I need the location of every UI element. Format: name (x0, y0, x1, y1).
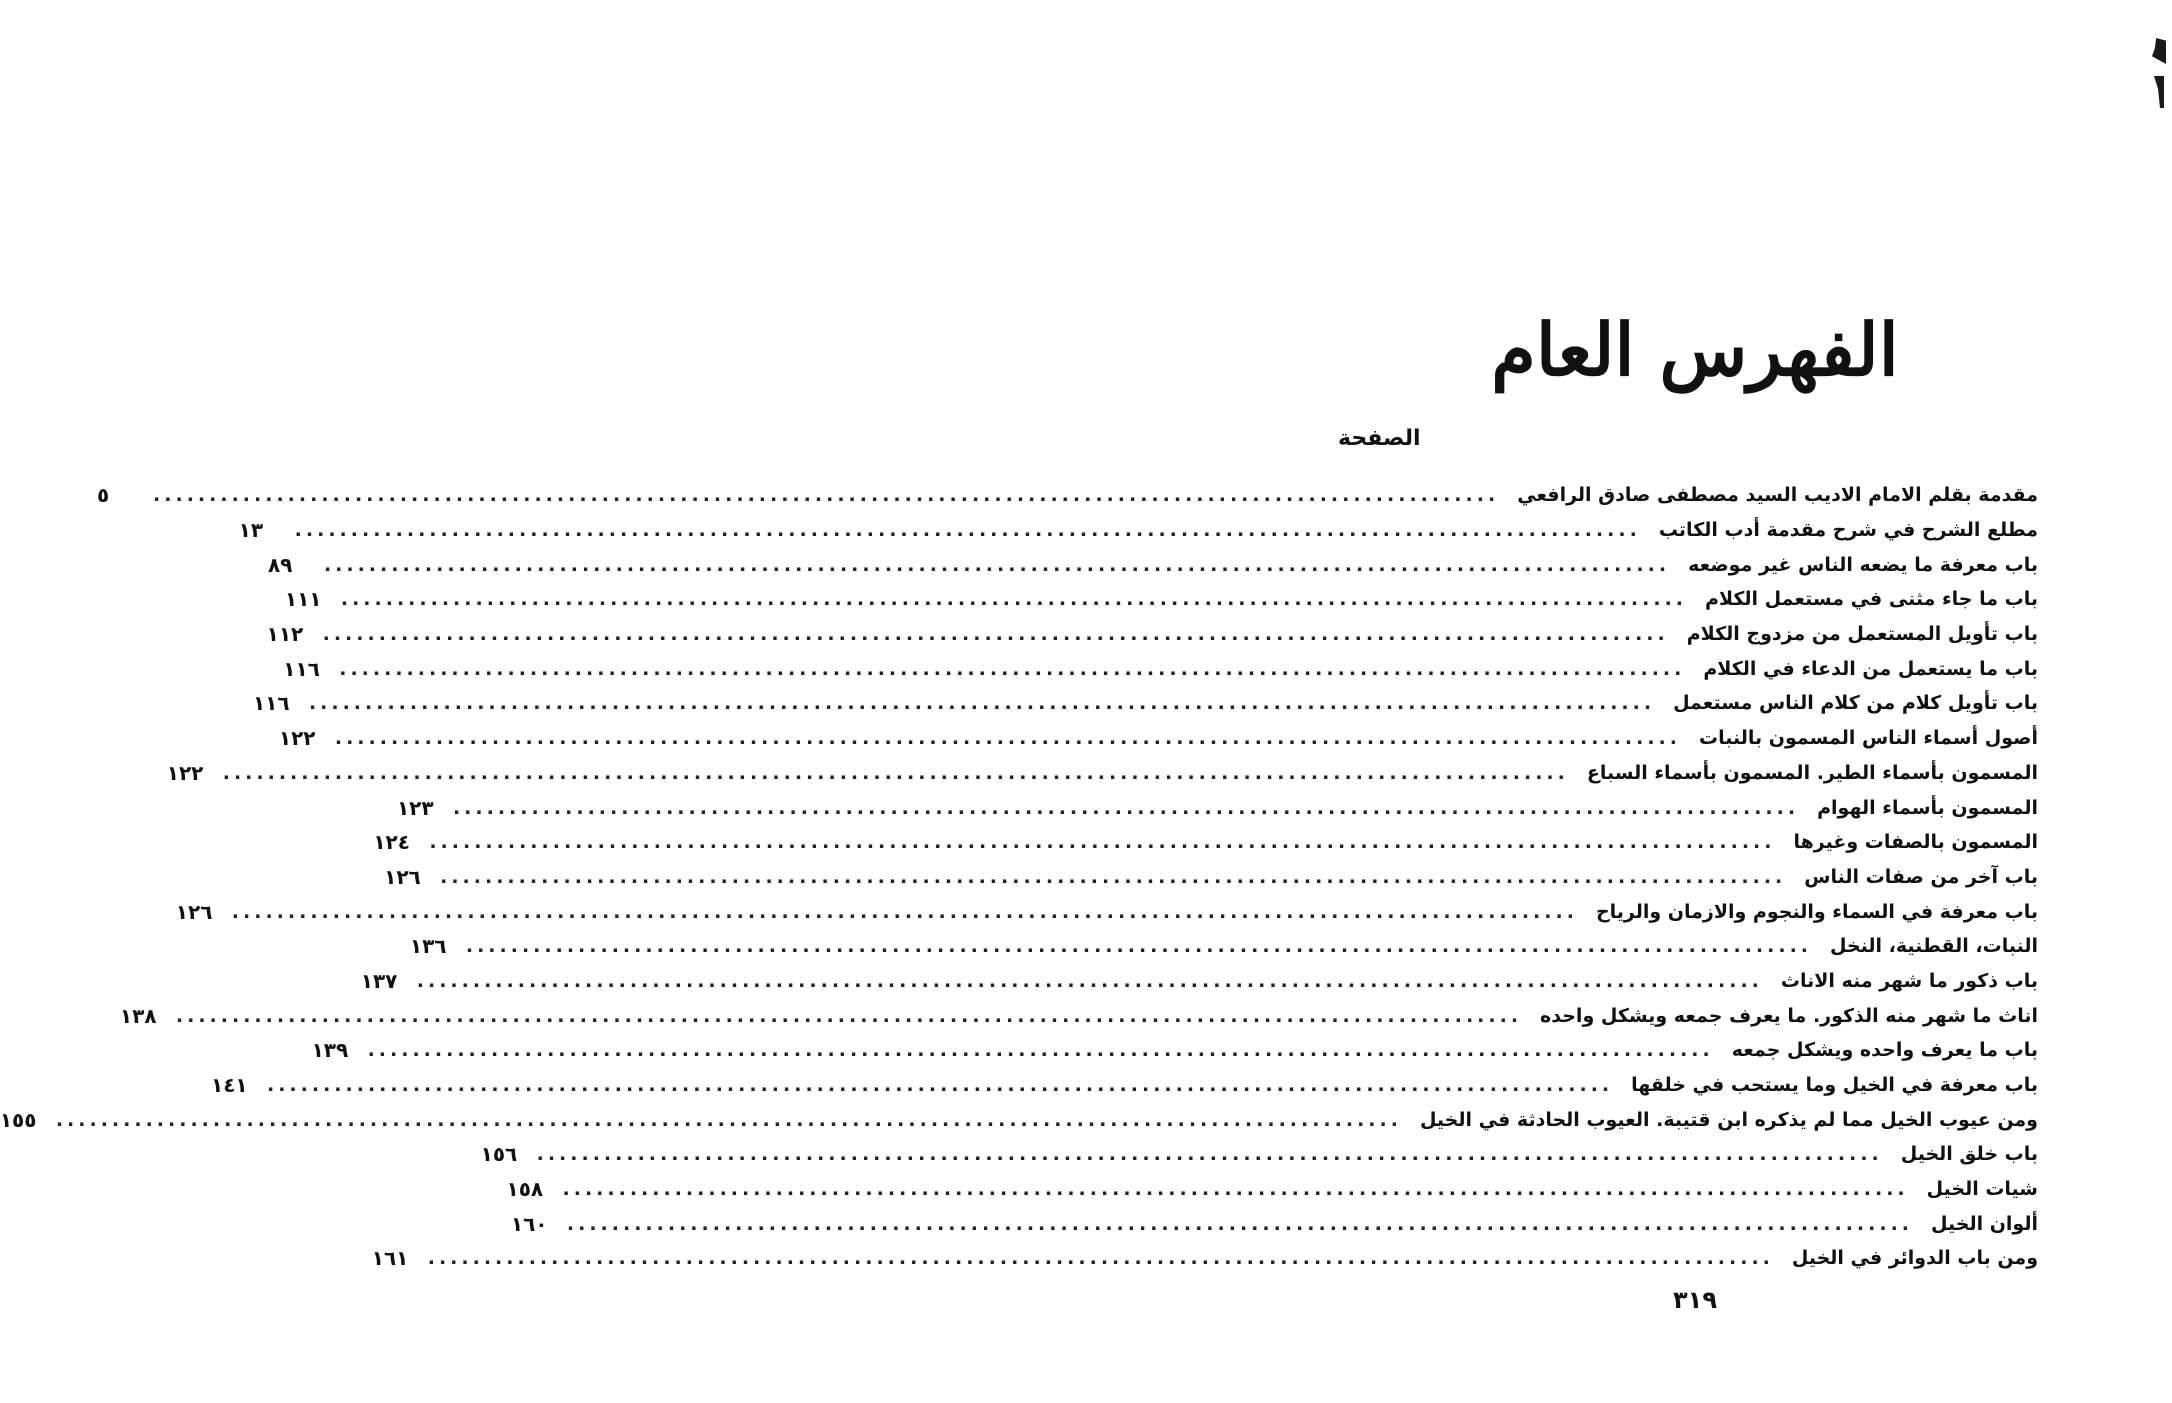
toc-entry (166, 756, 2038, 791)
toc-entry-page-number: ٥ (97, 483, 110, 508)
toc-entry-title: باب ما يستعمل من الدعاء في الكلام (1703, 657, 2038, 680)
toc-entry-page-number: ١٣ (238, 518, 264, 543)
dot-leader: ........................................................................................................................ (566, 1212, 1914, 1235)
toc-entry (252, 686, 2038, 721)
toc-entry-title: مطلع الشرح في شرح مقدمة أدب الكاتب (1658, 519, 2038, 542)
toc-entry-page-number: ١١١ (284, 587, 322, 612)
toc-entry-title: المسمون بأسماء الطير. المسمون بأسماء السباع (1586, 761, 2038, 784)
table-of-contents (0, 478, 2038, 1276)
dot-leader: ........................................................................................................................ (465, 935, 1813, 958)
toc-entry-title: شيات الخيل (1926, 1178, 2038, 1201)
dot-leader: ........................................................................................................................ (334, 727, 1681, 750)
dot-leader: ........................................................................................................................ (429, 831, 1776, 854)
dot-leader: ........................................................................................................................ (322, 623, 1669, 646)
toc-entry-title: النبات، القطنية، النخل (1830, 935, 2038, 958)
toc-entry-page-number: ١٣٨ (119, 1003, 157, 1028)
toc-entry (360, 964, 2038, 999)
toc-entry (119, 998, 2038, 1033)
toc-entry (278, 721, 2038, 756)
toc-entry (211, 1068, 2038, 1103)
toc-entry (0, 1102, 2038, 1137)
toc-entry-page-number: ١١٦ (252, 691, 290, 716)
toc-entry-title: أصول أسماء الناس المسمون بالنبات (1699, 727, 2038, 750)
dot-leader: ........................................................................................................................ (55, 1108, 1402, 1131)
toc-entry (266, 617, 2038, 652)
dot-leader: ........................................................................................................................ (308, 692, 1656, 715)
dot-leader: ........................................................................................................................ (452, 796, 1800, 819)
toc-entry (506, 1172, 2038, 1207)
footer-page-number: ٣١٩ (1673, 1286, 1717, 1314)
toc-entry-title: ألوان الخيل (1931, 1212, 2038, 1235)
toc-entry-page-number: ١٦٠ (510, 1211, 548, 1236)
dot-leader: ........................................................................................................................ (427, 1247, 1774, 1270)
toc-entry-title: باب تأويل كلام من كلام الناس مستعمل (1673, 692, 2038, 715)
dot-leader: ........................................................................................................................ (294, 519, 1641, 542)
toc-entry (283, 651, 2038, 686)
scan-edge-mark (2154, 76, 2164, 108)
toc-entry-page-number: ١١٦ (283, 656, 320, 681)
toc-entry (311, 1033, 2038, 1068)
dot-leader: ........................................................................................................................ (339, 657, 1686, 680)
toc-entry-page-number: ٨٩ (267, 552, 293, 577)
toc-entry (510, 1206, 2038, 1241)
dot-leader: ........................................................................................................................ (562, 1178, 1909, 1201)
toc-entry-page-number: ١٢٢ (278, 726, 316, 751)
toc-entry-page-number: ١٢٦ (175, 899, 213, 924)
toc-entry-title: باب ما جاء مثنى في مستعمل الكلام (1705, 588, 2038, 611)
toc-entry-title: باب معرفة في السماء والنجوم والازمان والرياح (1595, 900, 2038, 923)
toc-entry (480, 1137, 2038, 1172)
dot-leader: ........................................................................................................................ (222, 761, 1569, 784)
toc-entry-page-number: ١٢٣ (396, 795, 434, 820)
toc-entry-title: المسمون بأسماء الهوام (1817, 796, 2038, 819)
toc-entry-title: باب معرفة في الخيل وما يستحب في خلقها (1631, 1074, 2038, 1097)
toc-entry-page-number: ١٥٨ (506, 1177, 544, 1202)
toc-entry-page-number: ١٤١ (211, 1073, 248, 1098)
toc-entry-title: ومن باب الدوائر في الخيل (1791, 1247, 2038, 1270)
page-title: الفهرس العام (1491, 307, 1899, 393)
toc-entry-title: مقدمة بقلم الامام الاديب السيد مصطفى صادق الرافعي (1517, 484, 2038, 507)
toc-entry-page-number: ١٥٦ (480, 1142, 518, 1167)
toc-entry (238, 513, 2038, 548)
toc-entry-title: باب تأويل المستعمل من مزدوج الكلام (1686, 623, 2038, 646)
toc-entry-title: باب خلق الخيل (1900, 1143, 2038, 1166)
dot-leader: ........................................................................................................................ (267, 1074, 1614, 1097)
dot-leader: ........................................................................................................................ (416, 969, 1763, 992)
toc-entry-page-number: ١٣٧ (360, 968, 398, 993)
toc-entry-page-number: ١١٢ (266, 622, 304, 647)
toc-entry (396, 790, 2038, 825)
toc-entry (384, 860, 2038, 895)
dot-leader: ........................................................................................................................ (153, 484, 1500, 507)
toc-entry-page-number: ١٢٤ (373, 830, 410, 855)
toc-entry (175, 894, 2038, 929)
toc-entry-title: اناث ما شهر منه الذكور. ما يعرف جمعه ويشكل واحده (1540, 1004, 2038, 1027)
toc-entry-title: ومن عيوب الخيل مما لم يذكره ابن قتيبة. العيوب الحادثة في الخيل (1419, 1108, 2038, 1131)
toc-entry-title: المسمون بالصفات وغيرها (1793, 831, 2038, 854)
toc-entry (409, 929, 2038, 964)
toc-entry-title: باب معرفة ما يضعه الناس غير موضعه (1688, 553, 2038, 576)
toc-entry-title: باب آخر من صفات الناس (1804, 865, 2038, 888)
dot-leader: ........................................................................................................................ (340, 588, 1688, 611)
toc-entry-title: باب ما يعرف واحده ويشكل جمعه (1731, 1039, 2038, 1062)
dot-leader: ........................................................................................................................ (231, 900, 1578, 923)
dot-leader: ........................................................................................................................ (175, 1004, 1523, 1027)
toc-entry-page-number: ١٦١ (371, 1246, 409, 1271)
dot-leader: ........................................................................................................................ (323, 553, 1671, 576)
toc-entry (284, 582, 2038, 617)
toc-entry-page-number: ١٣٩ (311, 1038, 349, 1063)
toc-entry-page-number: ١٢٦ (384, 864, 421, 889)
toc-entry-title: باب ذكور ما شهر منه الاناث (1780, 969, 2038, 992)
toc-entry (371, 1241, 2038, 1276)
dot-leader: ........................................................................................................................ (367, 1039, 1714, 1062)
toc-entry (267, 547, 2038, 582)
toc-entry-page-number: ١٢٢ (166, 760, 204, 785)
toc-entry-page-number: ١٥٥ (0, 1107, 37, 1132)
toc-entry-page-number: ١٣٦ (409, 934, 447, 959)
dot-leader: ........................................................................................................................ (536, 1143, 1883, 1166)
scan-edge-mark (2152, 38, 2166, 64)
toc-entry (97, 478, 2038, 513)
page-column-header: الصفحة (1338, 426, 1421, 451)
dot-leader: ........................................................................................................................ (440, 865, 1787, 888)
toc-entry (373, 825, 2038, 860)
